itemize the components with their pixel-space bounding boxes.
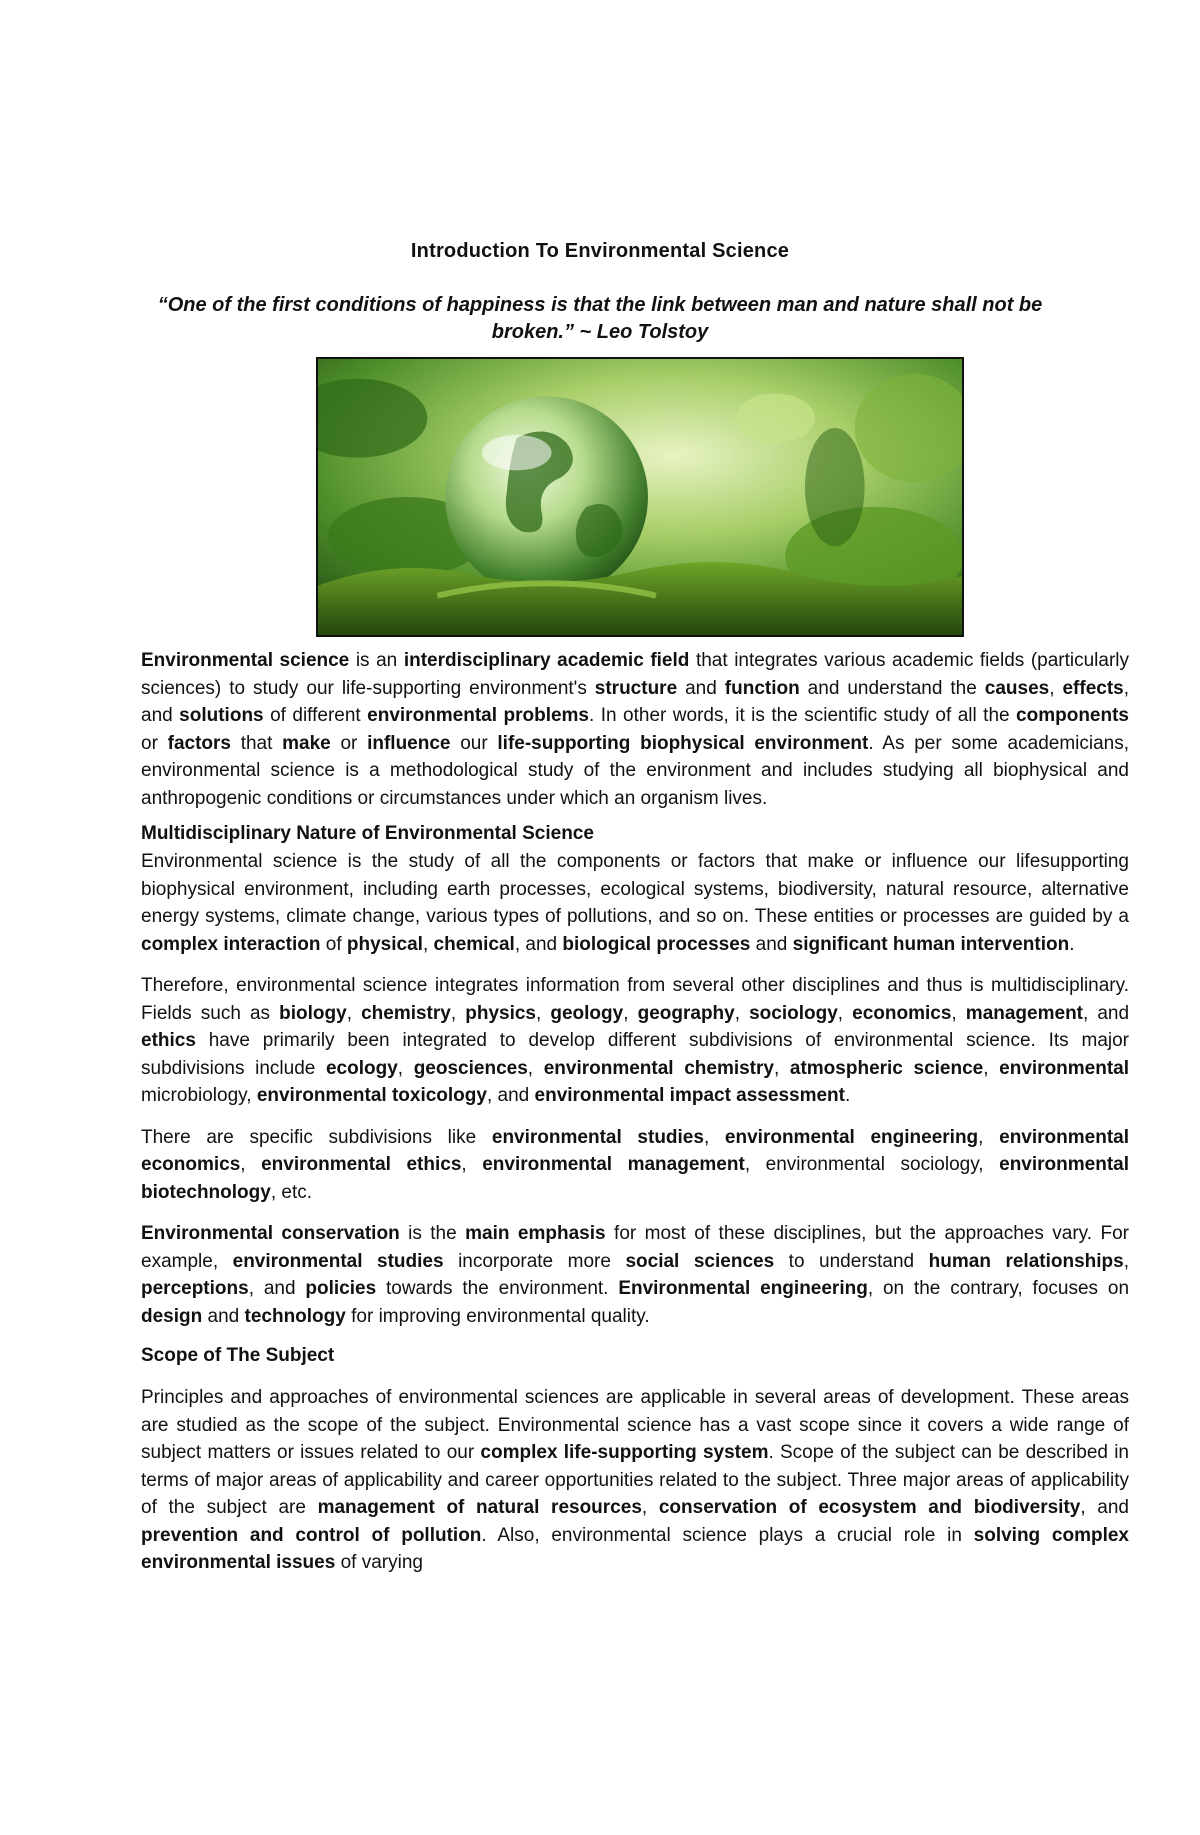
tolstoy-quote: “One of the first conditions of happiness is that the link between man and nature shall not be broken.” ~ Leo Tolstoy [157,294,1043,343]
text-span: life-supporting biophysical environment [497,732,869,754]
text-span: geology [550,1002,624,1024]
multidisciplinary-paragraph [141,848,1129,958]
text-span: policies [305,1278,377,1299]
text-span: , [641,1497,659,1518]
text-span: of different [263,705,368,726]
intro-paragraph [141,647,1129,812]
text-span: management [965,1002,1083,1024]
text-span: , [1123,1250,1129,1272]
article-body [141,647,1129,1577]
text-span: , [734,1002,750,1024]
text-span: , [951,1002,966,1024]
text-span: function [724,677,800,699]
text-span: human relationships [928,1250,1124,1272]
text-span: our [450,732,498,754]
text-span: effects [1062,677,1124,699]
text-span: biology [279,1002,347,1024]
scope-paragraph [141,1384,1129,1577]
text-span: , [450,1002,466,1024]
text-span: , and [514,933,563,955]
text-span: , [536,1002,551,1024]
conservation-paragraph [141,1220,1129,1330]
text-span: influence [367,732,451,754]
document-title: Introduction To Environmental Science [410,240,790,262]
text-span: Environmental engineering [618,1278,868,1299]
text-span: that integrates various academic fields (particularly sciences) to study our life-supporting environment's [141,650,1130,699]
text-span: Therefore, environmental science integrates information from several other disciplines and thus is multidisciplinary. Fields such as [141,975,1129,1024]
text-span: There are specific subdivisions like [141,1126,492,1148]
text-span: , [1049,677,1063,699]
text-span: main emphasis [465,1223,606,1244]
text-span: is the [399,1223,466,1244]
text-span: environmental impact assessment [534,1085,845,1106]
text-span: environmental [999,1057,1130,1079]
text-span: or [141,732,168,754]
text-span: chemical [433,933,515,955]
text-span: causes [984,677,1050,699]
text-span: . Also, environmental science plays a crucial role in [481,1524,974,1546]
text-span: environmental biotechnology [141,1154,1129,1203]
text-span: and [677,677,725,699]
text-span: that [230,732,283,754]
text-span: , and [486,1085,535,1106]
text-span: technology [244,1305,346,1327]
text-span: . [1069,933,1075,955]
text-span: social sciences [625,1250,775,1272]
text-span: . Scope of the subject can be described in terms of major areas of applicability and career opportunities related to the subject. Three major areas of applicability of the subject are [141,1442,1129,1518]
text-span: components [1016,705,1129,726]
text-span: management of natural resources [317,1497,642,1518]
heading-scope: Scope of The Subject [141,1345,335,1366]
text-span: , and [141,677,1129,726]
text-span: , etc. [270,1181,313,1203]
text-span: make [282,732,331,754]
text-span: , [240,1154,262,1175]
text-span: , on the contrary, focuses on [867,1278,1130,1299]
text-span: interdisciplinary academic field [403,650,690,671]
text-span: incorporate more [443,1250,626,1272]
text-span: physics [465,1002,536,1024]
text-span: , [346,1002,362,1024]
text-span: and [202,1305,245,1327]
text-span: , [773,1057,790,1079]
text-span: chemistry [361,1002,451,1024]
text-span: of [320,933,347,955]
text-span: solutions [179,705,264,726]
text-span: , and [248,1278,306,1299]
disciplines-paragraph [141,972,1129,1110]
text-span: and [750,933,793,955]
text-span: environmental studies [232,1250,444,1272]
text-span: atmospheric science [789,1057,984,1079]
text-span: conservation of ecosystem and biodiversity [658,1497,1081,1518]
text-span: environmental ethics [261,1154,462,1175]
text-span: , [703,1126,725,1148]
globe-photo-illustration [318,359,962,635]
text-span: solving complex environmental issues [141,1524,1129,1573]
text-span: physical [346,933,423,955]
text-span: prevention and control of pollution [141,1524,482,1546]
text-span: economics [852,1002,952,1024]
text-span: sociology [749,1002,838,1024]
text-span: , [983,1057,1000,1079]
text-span: environmental engineering [724,1126,979,1148]
text-span: to understand [774,1250,929,1272]
text-span: structure [594,677,678,699]
text-span: environmental studies [491,1126,704,1148]
text-span: ethics [141,1030,196,1051]
text-span: complex life-supporting system [480,1442,769,1463]
text-span: . [844,1085,851,1106]
text-span: , environmental sociology, [744,1154,1000,1175]
text-span: for improving environmental quality. [345,1305,650,1327]
text-span: , [461,1154,483,1175]
text-span: geosciences [413,1057,528,1079]
text-span: environmental management [482,1154,745,1175]
heading-multidisciplinary: Multidisciplinary Nature of Environmental Science [141,823,594,844]
text-span: , [837,1002,853,1024]
text-span: Environmental science [141,650,350,671]
text-span: . As per some academicians, environmental science is a methodological study of the environment and includes studying all biophysical and anthropogenic conditions or circumstances under which an organism lives. [141,732,1130,809]
text-span: environmental problems [367,705,589,726]
text-span: environmental chemistry [543,1057,774,1079]
text-span: environmental economics [141,1126,1129,1175]
text-span: Principles and approaches of environmental sciences are applicable in several areas of development. These areas are studied as the scope of the subject. Environmental science has a vast scope since it covers a wide range of subject matters or issues related to our [141,1387,1129,1463]
text-span: significant human intervention [792,933,1070,955]
text-span: for most of these disciplines, but the approaches vary. For example, [141,1223,1129,1272]
text-span: complex interaction [141,933,321,955]
text-span: , [422,933,434,955]
text-span: geography [637,1002,735,1024]
text-span: , [978,1126,1000,1148]
text-span: design [141,1305,203,1327]
text-span: factors [167,732,231,754]
text-span: , and [1080,1497,1129,1518]
text-span: ecology [325,1057,398,1079]
text-span: . In other words, it is the scientific study of all the [589,705,1017,726]
text-span: have primarily been integrated to develop different subdivisions of environmental science. Its major subdivisions include [141,1030,1129,1079]
text-span: microbiology, [141,1085,257,1106]
subdivisions-paragraph [141,1124,1129,1207]
text-span: biological processes [562,933,751,955]
text-span: and understand the [799,677,985,699]
text-span: , [623,1002,638,1024]
globe-in-moss-photo [316,357,964,637]
text-span: , [397,1057,414,1079]
text-span: perceptions [141,1278,249,1299]
text-span: towards the environment. [376,1278,619,1299]
text-span: environmental toxicology [256,1085,487,1106]
text-span: of varying [335,1552,423,1573]
text-span: , [527,1057,544,1079]
text-span: , and [1083,1002,1130,1024]
text-span: or [330,732,368,754]
text-span: Environmental conservation [141,1223,400,1244]
text-span: is an [349,650,404,671]
text-span: Environmental science is the study of all the components or factors that make or influence our lifesupporting biophysical environment, including earth processes, ecological systems, biodiversity, natural resource, alternative energy systems, climate change, various types of pollutions, and so on. These entities or processes are guided by a [141,851,1129,927]
